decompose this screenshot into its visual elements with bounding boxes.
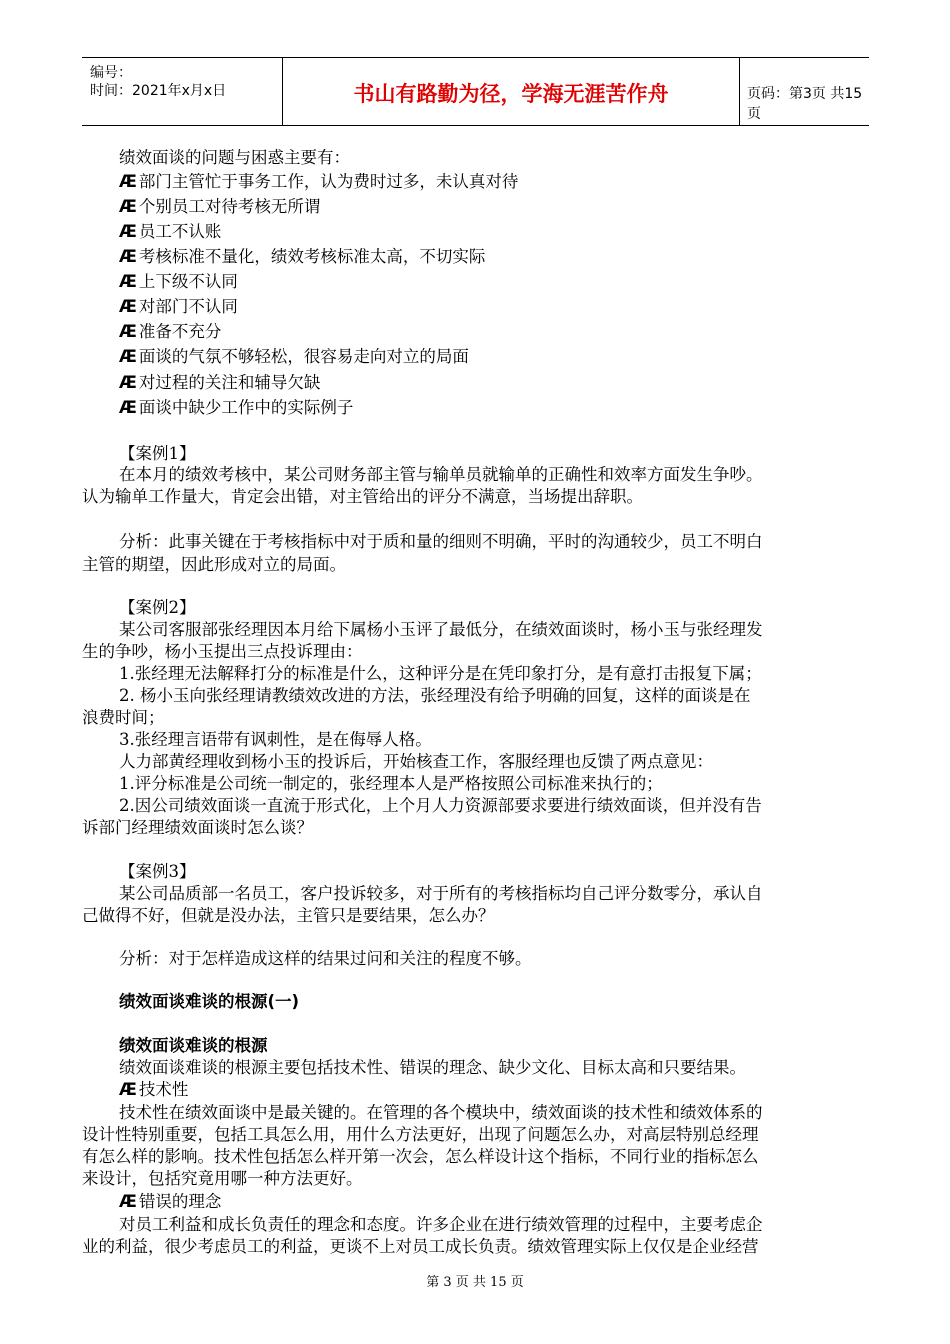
bullet-icon: Æ xyxy=(119,222,137,241)
list-item-text: 部门主管忙于事务工作，认为费时过多，未认真对待 xyxy=(138,172,519,191)
list-item xyxy=(119,247,485,267)
case2-line: 某公司客服部张经理因本月给下属杨小玉评了最低分，在绩效面谈时，杨小玉与张经理发 xyxy=(119,620,763,639)
wrong-line: 业的利益，很少考虑员工的利益，更谈不上对员工成长负责。绩效管理实际上仅仅是企业经营 xyxy=(82,1237,759,1256)
bullet-icon: Æ xyxy=(119,398,137,417)
list-item-text: 对过程的关注和辅导欠缺 xyxy=(138,373,321,392)
document-number-label: 编号： xyxy=(90,65,132,81)
header-center-cell xyxy=(282,58,740,125)
case2-line: 1.评分标准是公司统一制定的，张经理本人是严格按照公司标准来执行的； xyxy=(119,774,663,793)
wrong-line: 对员工利益和成长负责任的理念和态度。许多企业在进行绩效管理的过程中，主要考虑企 xyxy=(119,1215,763,1234)
tech-line: 有怎么样的影响。技术性包括怎么样开第一次会，怎么样设计这个指标，不同行业的指标怎么 xyxy=(82,1147,759,1166)
bullet-icon: Æ xyxy=(119,347,137,366)
sub-heading: 绩效面谈难谈的根源 xyxy=(119,1036,268,1055)
root-intro: 绩效面谈难谈的根源主要包括技术性、错误的理念、缺少文化、目标太高和只要结果。 xyxy=(119,1058,746,1077)
header-page-info: 页码：第3页 共15页 xyxy=(747,86,863,122)
list-item-text: 个别员工对待考核无所谓 xyxy=(138,197,321,216)
case2-line: 1.张经理无法解释打分的标准是什么，这种评分是在凭印象打分，是有意打击报复下属； xyxy=(119,664,762,683)
case3-line: 某公司品质部一名员工，客户投诉较多，对于所有的考核指标均自己评分数零分，承认自 xyxy=(119,884,763,903)
list-item-text: 上下级不认同 xyxy=(138,272,238,291)
bullet-icon: Æ xyxy=(119,172,137,191)
case1-line: 认为输单工作量大，肯定会出错，对主管给出的评分不满意，当场提出辞职。 xyxy=(82,487,643,506)
case1-analysis: 分析：此事关键在于考核指标中对于质和量的细则不明确，平时的沟通较少，员工不明白 xyxy=(119,532,763,551)
list-item xyxy=(119,222,221,242)
bullet-icon: Æ xyxy=(119,297,137,316)
list-item xyxy=(119,272,238,292)
case2-line: 诉部门经理绩效面谈时怎么谈？ xyxy=(82,818,313,837)
case2-title: 【案例2】 xyxy=(119,598,196,617)
document-time-label: 时间：2021年x月x日 xyxy=(90,83,227,99)
intro-line: 绩效面谈的问题与困惑主要有： xyxy=(119,148,350,167)
case3-analysis: 分析：对于怎样造成这样的结果过问和关注的程度不够。 xyxy=(119,949,532,968)
case2-line: 2.因公司绩效面谈一直流于形式化，上个月人力资源部要求要进行绩效面谈，但并没有告 xyxy=(119,796,762,815)
case3-line: 己做得不好，但就是没办法，主管只是要结果，怎么办？ xyxy=(82,906,495,925)
list-item xyxy=(119,297,238,317)
list-item-text: 考核标准不量化，绩效考核标准太高，不切实际 xyxy=(138,247,486,266)
case1-analysis: 主管的期望，因此形成对立的局面。 xyxy=(82,555,346,574)
bullet-icon: Æ xyxy=(119,1080,137,1099)
list-item xyxy=(119,1192,221,1212)
list-item xyxy=(119,322,221,342)
list-item-text: 员工不认账 xyxy=(138,222,222,241)
case1-title: 【案例1】 xyxy=(119,444,196,463)
list-item xyxy=(119,1080,188,1100)
section-heading: 绩效面谈难谈的根源(一) xyxy=(119,992,300,1011)
bullet-icon: Æ xyxy=(119,322,137,341)
bullet-icon: Æ xyxy=(119,272,137,291)
case3-title: 【案例3】 xyxy=(119,862,196,881)
case2-line: 生的争吵，杨小玉提出三点投诉理由： xyxy=(82,642,363,661)
case2-line: 浪费时间； xyxy=(82,708,165,727)
bullet-icon: Æ xyxy=(119,247,137,266)
case2-line: 3.张经理言语带有讽刺性，是在侮辱人格。 xyxy=(119,730,432,749)
page-footer: 第 3 页 共 15 页 xyxy=(426,1275,524,1290)
tech-line: 来设计，包括究竟用哪一种方法更好。 xyxy=(82,1169,363,1188)
page-header xyxy=(82,57,869,126)
header-motto: 书山有路勤为径，学海无涯苦作舟 xyxy=(353,82,669,106)
case1-line: 在本月的绩效考核中，某公司财务部主管与输单员就输单的正确性和效率方面发生争吵。 xyxy=(119,465,763,484)
tech-label: 技术性 xyxy=(138,1080,189,1099)
header-left-cell xyxy=(82,58,282,125)
case2-line: 2. 杨小玉向张经理请教绩效改进的方法，张经理没有给予明确的回复，这样的面谈是在 xyxy=(119,686,751,705)
wrong-label: 错误的理念 xyxy=(138,1192,222,1211)
bullet-icon: Æ xyxy=(119,197,137,216)
list-item xyxy=(119,197,320,217)
bullet-icon: Æ xyxy=(119,1192,137,1211)
list-item-text: 对部门不认同 xyxy=(138,297,238,316)
tech-line: 技术性在绩效面谈中是最关键的。在管理的各个模块中，绩效面谈的技术性和绩效体系的 xyxy=(119,1103,763,1122)
bullet-icon: Æ xyxy=(119,373,137,392)
list-item xyxy=(119,398,353,418)
case2-line: 人力部黄经理收到杨小玉的投诉后，开始核查工作，客服经理也反馈了两点意见： xyxy=(119,752,713,771)
list-item xyxy=(119,347,469,367)
list-item xyxy=(119,172,518,192)
tech-line: 设计性特别重要，包括工具怎么用，用什么方法更好，出现了问题怎么办，对高层特别总经理 xyxy=(82,1125,759,1144)
list-item xyxy=(119,373,320,393)
list-item-text: 面谈中缺少工作中的实际例子 xyxy=(138,398,354,417)
list-item-text: 面谈的气氛不够轻松，很容易走向对立的局面 xyxy=(138,347,469,366)
list-item-text: 准备不充分 xyxy=(138,322,222,341)
header-right-cell xyxy=(739,58,869,125)
